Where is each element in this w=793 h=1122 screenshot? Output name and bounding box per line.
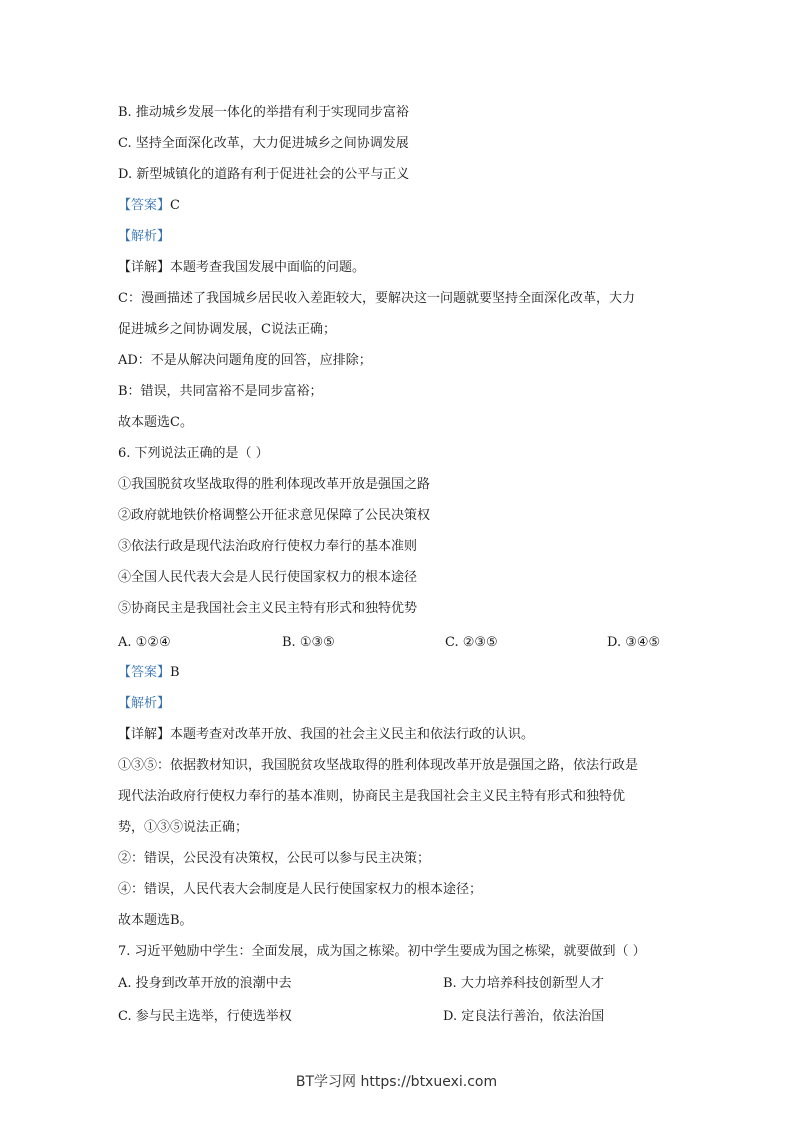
- q5-option-c: C. 坚持全面深化改革，大力促进城乡之间协调发展: [118, 136, 409, 151]
- q6-analysis-tag: 【解析】: [118, 696, 171, 711]
- q6-option-c: C. ②③⑤: [445, 635, 498, 650]
- q5-detail-line: AD：不是从解决问题角度的回答，应排除；: [118, 353, 372, 368]
- q6-detail-intro: [118, 727, 534, 743]
- answer-tag: 【答案】: [118, 665, 171, 680]
- q6-statement-4: ④全国人民代表大会是人民行使国家权力的根本途径: [118, 570, 418, 585]
- q6-detail-line: ②：错误，公民没有决策权，公民可以参与民主决策；: [118, 851, 431, 866]
- q7-stem: 7. 习近平勉励中学生：全面发展，成为国之栋梁。初中学生要成为国之栋梁，就要做到（ ）: [118, 944, 646, 959]
- answer-value: C: [170, 198, 180, 213]
- q5-option-b: B. 推动城乡发展一体化的举措有利于实现同步富裕: [118, 105, 409, 120]
- answer-value: B: [170, 665, 180, 680]
- detail-tag: 【详解】: [118, 727, 171, 742]
- q6-statement-5: ⑤协商民主是我国社会主义民主特有形式和独特优势: [118, 601, 418, 616]
- q6-detail-line: 势，①③⑤说法正确；: [118, 820, 249, 835]
- q7-option-d: D. 定良法行善治，依法治国: [443, 1009, 605, 1024]
- q6-detail-line: ④：错误，人民代表大会制度是人民行使国家权力的根本途径；: [118, 882, 483, 897]
- q6-detail-line: ①③⑤：依据教材知识，我国脱贫攻坚战取得的胜利体现改革开放是强国之路，依法行政是: [118, 758, 639, 773]
- q6-option-b: B. ①③⑤: [282, 635, 335, 650]
- q6-statement-1: ①我国脱贫攻坚战取得的胜利体现改革开放是强国之路: [118, 477, 431, 492]
- detail-intro: 本题考查我国发展中面临的问题。: [170, 260, 366, 275]
- q6-statement-3: ③依法行政是现代法治政府行使权力奉行的基本准则: [118, 539, 418, 554]
- q6-stem: 6. 下列说法正确的是（ ）: [118, 446, 269, 461]
- q7-option-b: B. 大力培养科技创新型人才: [443, 976, 604, 991]
- q5-detail-intro: [118, 260, 365, 276]
- q6-answer: [118, 665, 180, 681]
- q6-detail-line: 现代法治政府行使权力奉行的基本准则，协商民主是我国社会主义民主特有形式和独特优: [118, 789, 626, 804]
- footer-watermark: BT学习网 https://btxuexi.com: [295, 1074, 498, 1090]
- q5-answer: [118, 198, 180, 214]
- detail-intro: 本题考查对改革开放、我国的社会主义民主和依法行政的认识。: [170, 727, 535, 742]
- q6-detail-line: 故本题选B。: [118, 913, 193, 928]
- q6-statement-2: ②政府就地铁价格调整公开征求意见保障了公民决策权: [118, 508, 431, 523]
- q5-detail-line: B：错误，共同富裕不是同步富裕；: [118, 384, 323, 399]
- q5-detail-line: 促进城乡之间协调发展，C说法正确；: [118, 322, 336, 337]
- q5-detail-line: 故本题选C。: [118, 415, 193, 430]
- q7-option-c: C. 参与民主选举，行使选举权: [118, 1009, 292, 1024]
- q5-detail-line: C：漫画描述了我国城乡居民收入差距较大，要解决这一问题就要坚持全面深化改革，大力: [118, 291, 635, 306]
- detail-tag: 【详解】: [118, 260, 171, 275]
- q5-analysis-tag: 【解析】: [118, 229, 171, 244]
- q7-option-a: A. 投身到改革开放的浪潮中去: [118, 976, 292, 991]
- q6-option-d: D. ③④⑤: [607, 635, 661, 650]
- q6-option-a: A. ①②④: [118, 635, 171, 650]
- answer-tag: 【答案】: [118, 198, 171, 213]
- q5-option-d: D. 新型城镇化的道路有利于促进社会的公平与正义: [118, 167, 410, 182]
